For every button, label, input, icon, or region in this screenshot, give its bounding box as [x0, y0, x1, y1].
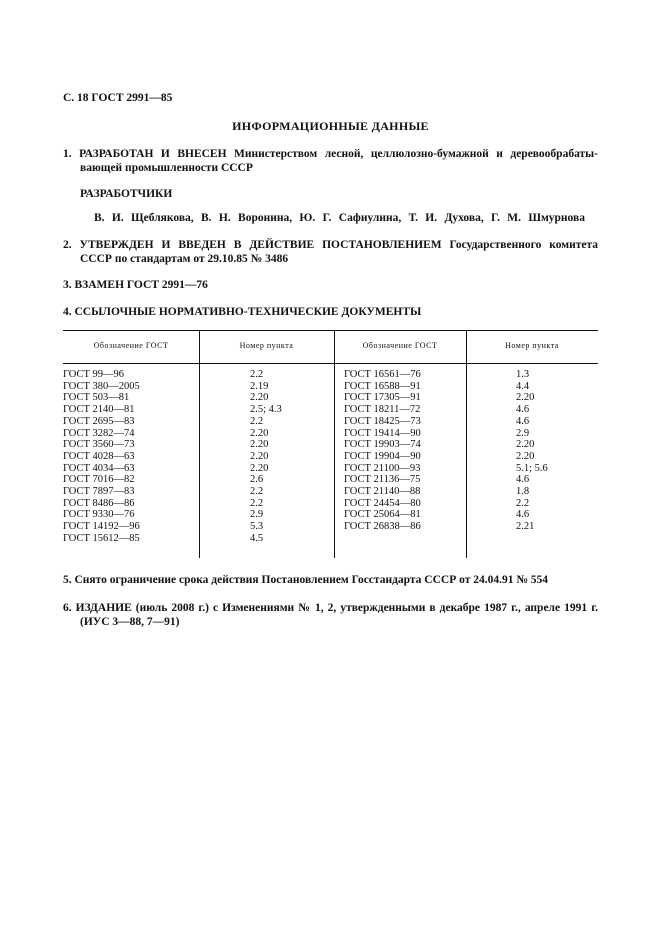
table-cell-left-gost: ГОСТ 7897—83: [63, 486, 135, 498]
table-cell-right-item: 1.8: [516, 486, 530, 498]
table-cell-right-item: 2.9: [516, 427, 530, 439]
table-cell-left-gost: ГОСТ 7016—82: [63, 474, 135, 486]
table-cell-left-gost: ГОСТ 15612—85: [63, 532, 140, 544]
table-cell-right-gost: ГОСТ 21140—88: [344, 486, 421, 498]
table-column-item-right: [516, 369, 548, 533]
item-3: 3. ВЗАМЕН ГОСТ 2991—76: [63, 279, 208, 291]
table-cell-left-gost: ГОСТ 3282—74: [63, 427, 135, 439]
table-cell-left-item: 2.5; 4.3: [250, 404, 282, 416]
table-cell-left-item: 2.2: [250, 486, 264, 498]
item-2-line-2: СССР по стандартам от 29.10.85 № 3486: [80, 253, 289, 265]
table-cell-right-gost: ГОСТ 17305—91: [344, 392, 421, 404]
table-cell-right-item: 4.6: [516, 415, 530, 427]
table-cell-right-gost: ГОСТ 18211—72: [344, 404, 421, 416]
table-header-item-left: Номер пункта: [239, 341, 294, 350]
table-cell-left-item: 2.2: [250, 369, 264, 380]
page-header: С. 18 ГОСТ 2991—85: [63, 92, 173, 104]
table-cell-left-gost: ГОСТ 99—96: [63, 369, 125, 380]
table-cell-right-item: 2.20: [516, 439, 535, 451]
table-cell-left-gost: ГОСТ 8486—86: [63, 497, 135, 509]
item-5: 5. Снято ограничение срока действия Постановлением Госстандарта СССР от 24.04.91 № 554: [63, 574, 549, 586]
table-cell-left-item: 2.2: [250, 415, 264, 427]
table-cell-right-item: 2.20: [516, 392, 535, 404]
table-cell-left-item: 2.20: [250, 462, 269, 474]
table-cell-right-item: 4.6: [516, 474, 530, 486]
table-cell-left-gost: ГОСТ 14192—96: [63, 521, 140, 533]
table-cell-left-item: 2.19: [250, 380, 269, 392]
table-cell-left-gost: ГОСТ 9330—76: [63, 509, 135, 521]
table-cell-right-item: 4.6: [516, 509, 530, 521]
table-cell-right-item: 1.3: [516, 369, 530, 380]
table-cell-right-gost: ГОСТ 16561—76: [344, 369, 421, 380]
table-column-gost-right: [344, 369, 421, 533]
table-cell-right-item: 4.6: [516, 404, 530, 416]
table-cell-left-item: 2.20: [250, 392, 269, 404]
table-cell-left-gost: ГОСТ 2140—81: [63, 404, 135, 416]
item-2-line-1: 2. УТВЕРЖДЕН И ВВЕДЕН В ДЕЙСТВИЕ ПОСТАНОВЛЕНИЕМ Государственного комитета: [63, 239, 598, 251]
table-cell-left-gost: ГОСТ 380—2005: [63, 380, 140, 392]
table-cell-left-gost: ГОСТ 2695—83: [63, 415, 135, 427]
table-cell-right-item: 2.2: [516, 497, 530, 509]
table-cell-right-item: 2.20: [516, 450, 535, 462]
table-cell-right-gost: ГОСТ 19903—74: [344, 439, 421, 451]
table-cell-left-item: 2.9: [250, 509, 264, 521]
table-cell-right-gost: ГОСТ 21100—93: [344, 462, 421, 474]
table-cell-left-gost: ГОСТ 4034—63: [63, 462, 135, 474]
table-cell-right-gost: ГОСТ 21136—75: [344, 474, 421, 486]
item-4-heading: 4. ССЫЛОЧНЫЕ НОРМАТИВНО-ТЕХНИЧЕСКИЕ ДОКУМЕНТЫ: [63, 306, 422, 318]
table-header-gost-left: Обозначение ГОСТ: [93, 341, 169, 350]
table-divider: [466, 330, 467, 558]
table-cell-right-gost: ГОСТ 24454—80: [344, 497, 421, 509]
section-title: ИНФОРМАЦИОННЫЕ ДАННЫЕ: [232, 119, 429, 133]
table-cell-left-item: 2.2: [250, 497, 264, 509]
table-cell-left-gost: ГОСТ 503—81: [63, 392, 130, 404]
table-cell-left-item: 2.20: [250, 439, 269, 451]
table-cell-left-gost: ГОСТ 3560—73: [63, 439, 135, 451]
item-6-line-2: (ИУС 3—88, 7—91): [80, 616, 180, 628]
table-header-item-right: Номер пункта: [505, 341, 559, 350]
item-1-line-1: 1. РАЗРАБОТАН И ВНЕСЕН Министерством лесной, целлюлозно-бумажной и деревообрабаты-: [63, 148, 598, 160]
table-cell-right-item: 5.1; 5.6: [516, 462, 548, 474]
developers-list: В. И. Щеблякова, В. Н. Воронина, Ю. Г. Сафиулина, Т. И. Духова, Г. М. Шмурнова: [94, 212, 585, 224]
table-cell-left-item: 2.6: [250, 474, 264, 486]
table-cell-right-item: 2.21: [516, 521, 535, 533]
table-cell-left-item: 2.20: [250, 450, 269, 462]
table-cell-right-gost: ГОСТ 19904—90: [344, 450, 421, 462]
table-cell-right-gost: ГОСТ 26838—86: [344, 521, 421, 533]
item-6-line-1: 6. ИЗДАНИЕ (июль 2008 г.) с Изменениями № 1, 2, утвержденными в декабре 1987 г., апреле 1991 г.: [63, 602, 598, 614]
table-cell-left-item: 4.5: [250, 532, 264, 544]
table-cell-right-gost: ГОСТ 18425—73: [344, 415, 421, 427]
table-header-gost-right: Обозначение ГОСТ: [362, 341, 438, 350]
table-divider: [199, 330, 200, 558]
table-divider: [334, 330, 335, 558]
table-cell-left-item: 2.20: [250, 427, 269, 439]
table-column-item-left: [250, 369, 282, 545]
table-cell-right-item: 4.4: [516, 380, 530, 392]
table-cell-right-gost: ГОСТ 16588—91: [344, 380, 421, 392]
table-header-rule: [63, 363, 598, 364]
table-cell-left-item: 5.3: [250, 521, 264, 533]
table-top-rule: [63, 330, 598, 331]
table-cell-right-gost: ГОСТ 19414—90: [344, 427, 421, 439]
item-1-line-2: вающей промышленности СССР: [80, 162, 253, 174]
table-cell-left-gost: ГОСТ 4028—63: [63, 450, 135, 462]
table-column-gost-left: [63, 369, 140, 545]
developers-heading: РАЗРАБОТЧИКИ: [80, 188, 173, 200]
table-cell-right-gost: ГОСТ 25064—81: [344, 509, 421, 521]
